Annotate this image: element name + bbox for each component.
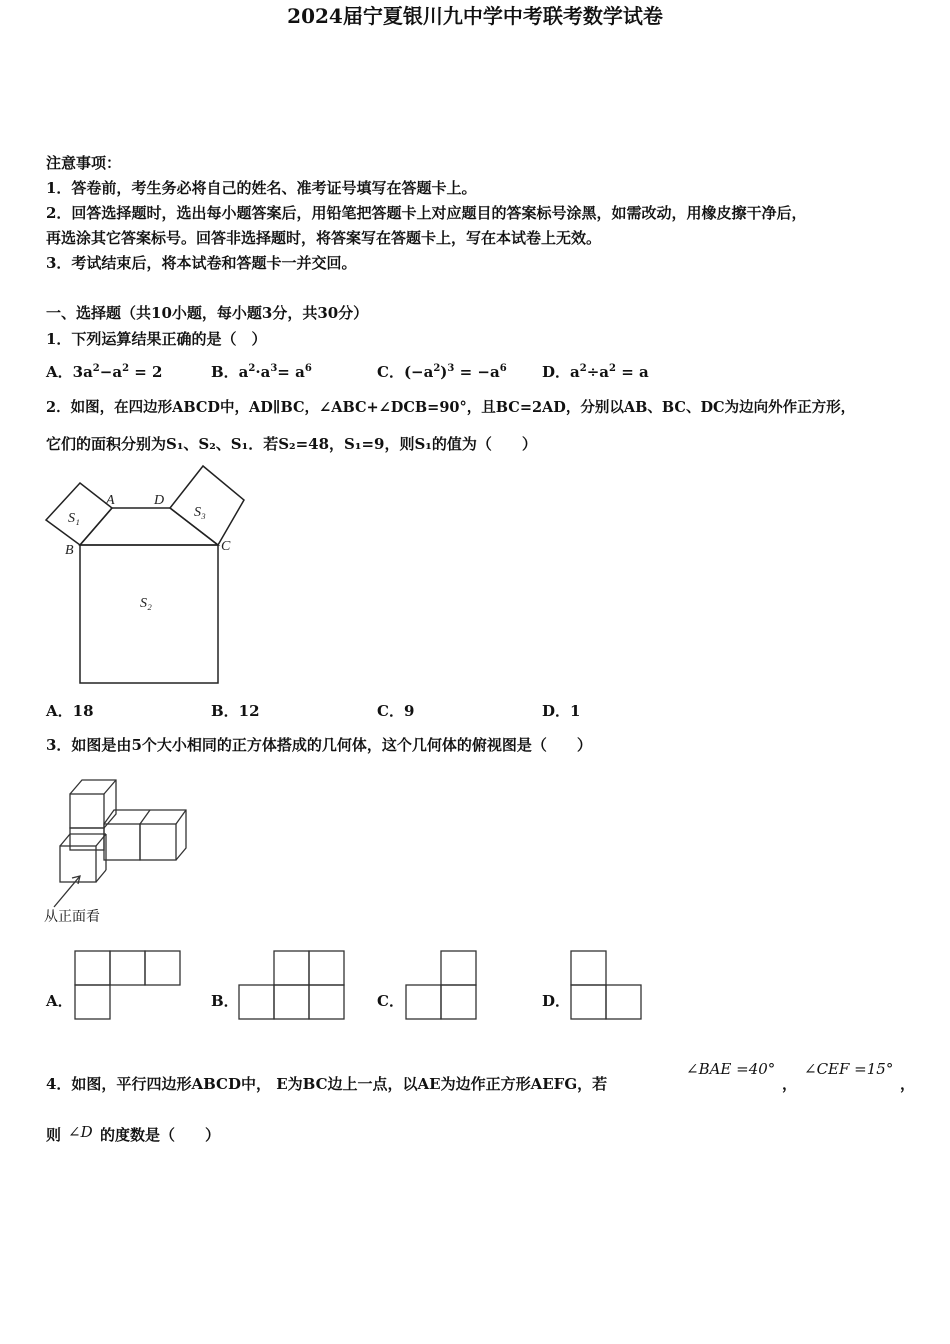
q1-option-d: D．$a^2\div a^2 = a$ (542, 363, 649, 381)
q3-option-a-label: A． (46, 992, 73, 1010)
q1-option-a: A．$3a^2-a^2 = 2$ (46, 363, 163, 381)
q3-option-d-label: D． (542, 992, 571, 1010)
q2-option-b: B．12 (211, 702, 260, 720)
q1-option-c: C．$(-a^2)^3 = -a^6$ (377, 363, 507, 381)
notice-heading: 注意事项： (46, 154, 122, 172)
section-heading: 一、选择题（共10小题，每小题3分，共30分） (46, 304, 369, 322)
q4-stem: 4．如图，平行四边形ABCD中， E为BC边上一点，以AE为边作正方形AEFG，若 (46, 1075, 608, 1093)
q1-stem: 1．下列运算结果正确的是（ ） (46, 330, 267, 348)
notice-line-2a: 2．回答选择题时，选出每小题答案后，用铅笔把答题卡上对应题目的答案标号涂黑，如需改动，用橡皮擦干净后， (46, 204, 807, 222)
label-s1: S₁ (68, 511, 80, 526)
notice-line-1: 1．答卷前，考生务必将自己的姓名、准考证号填写在答题卡上。 (46, 179, 477, 197)
q4-angle-bae: ∠BAE =40° (686, 1060, 776, 1078)
square-s3 (170, 466, 244, 545)
notice-line-3: 3．考试结束后，将本试卷和答题卡一并交回。 (46, 254, 357, 272)
notice-line-2b: 再选涂其它答案标号。回答非选择题时，将答案写在答题卡上，写在本试卷上无效。 (46, 229, 602, 247)
label-c: C (221, 539, 231, 554)
q3-front-view-label: 从正面看 (44, 909, 100, 925)
label-d: D (154, 493, 165, 508)
q2-option-c: C．9 (377, 702, 415, 720)
label-s2: S₂ (140, 596, 152, 611)
q2-option-d: D．1 (542, 702, 581, 720)
q2-stem-line-2: 它们的面积分别为S₁、S₂、S₁．若S₂=48，S₁=9，则S₁的值为（ ） (46, 435, 537, 453)
q3-stem: 3．如图是由5个大小相同的正方体搭成的几何体，这个几何体的俯视图是（ ） (46, 736, 592, 754)
q4-line2-suffix: 的度数是（ ） (100, 1126, 221, 1144)
q4-angle-d: ∠D (68, 1123, 93, 1141)
q3-option-d-figure (570, 950, 646, 1022)
q2-option-a: A．18 (46, 702, 94, 720)
q3-option-c-label: C． (377, 992, 404, 1010)
q4-angle-cef: ∠CEF =15° (804, 1060, 894, 1078)
label-b: B (65, 543, 74, 558)
q1-option-b: B．$a^2\cdot a^3= a^6$ (211, 363, 312, 381)
q4-comma-2: ， (900, 1075, 916, 1093)
page-title: 2024届宁夏银川九中学中考联考数学试卷 (287, 4, 663, 28)
q2-figure (40, 462, 255, 692)
q4-line2-prefix: 则 (46, 1126, 62, 1144)
q3-option-a-figure (74, 950, 184, 1022)
q2-stem-line-1: 2．如图，在四边形ABCD中，AD∥BC，∠ABC+∠DCB=90°，且BC=2AD，分别以AB、BC、DC为边向外作正方形， (46, 399, 856, 416)
q3-option-b-label: B． (211, 992, 239, 1010)
q3-option-b-figure (238, 950, 348, 1022)
q4-comma-1: ， (782, 1075, 798, 1093)
label-a: A (106, 493, 115, 508)
square-s2 (80, 545, 218, 683)
q3-option-c-figure (405, 950, 481, 1022)
label-s3: S₃ (194, 505, 206, 520)
